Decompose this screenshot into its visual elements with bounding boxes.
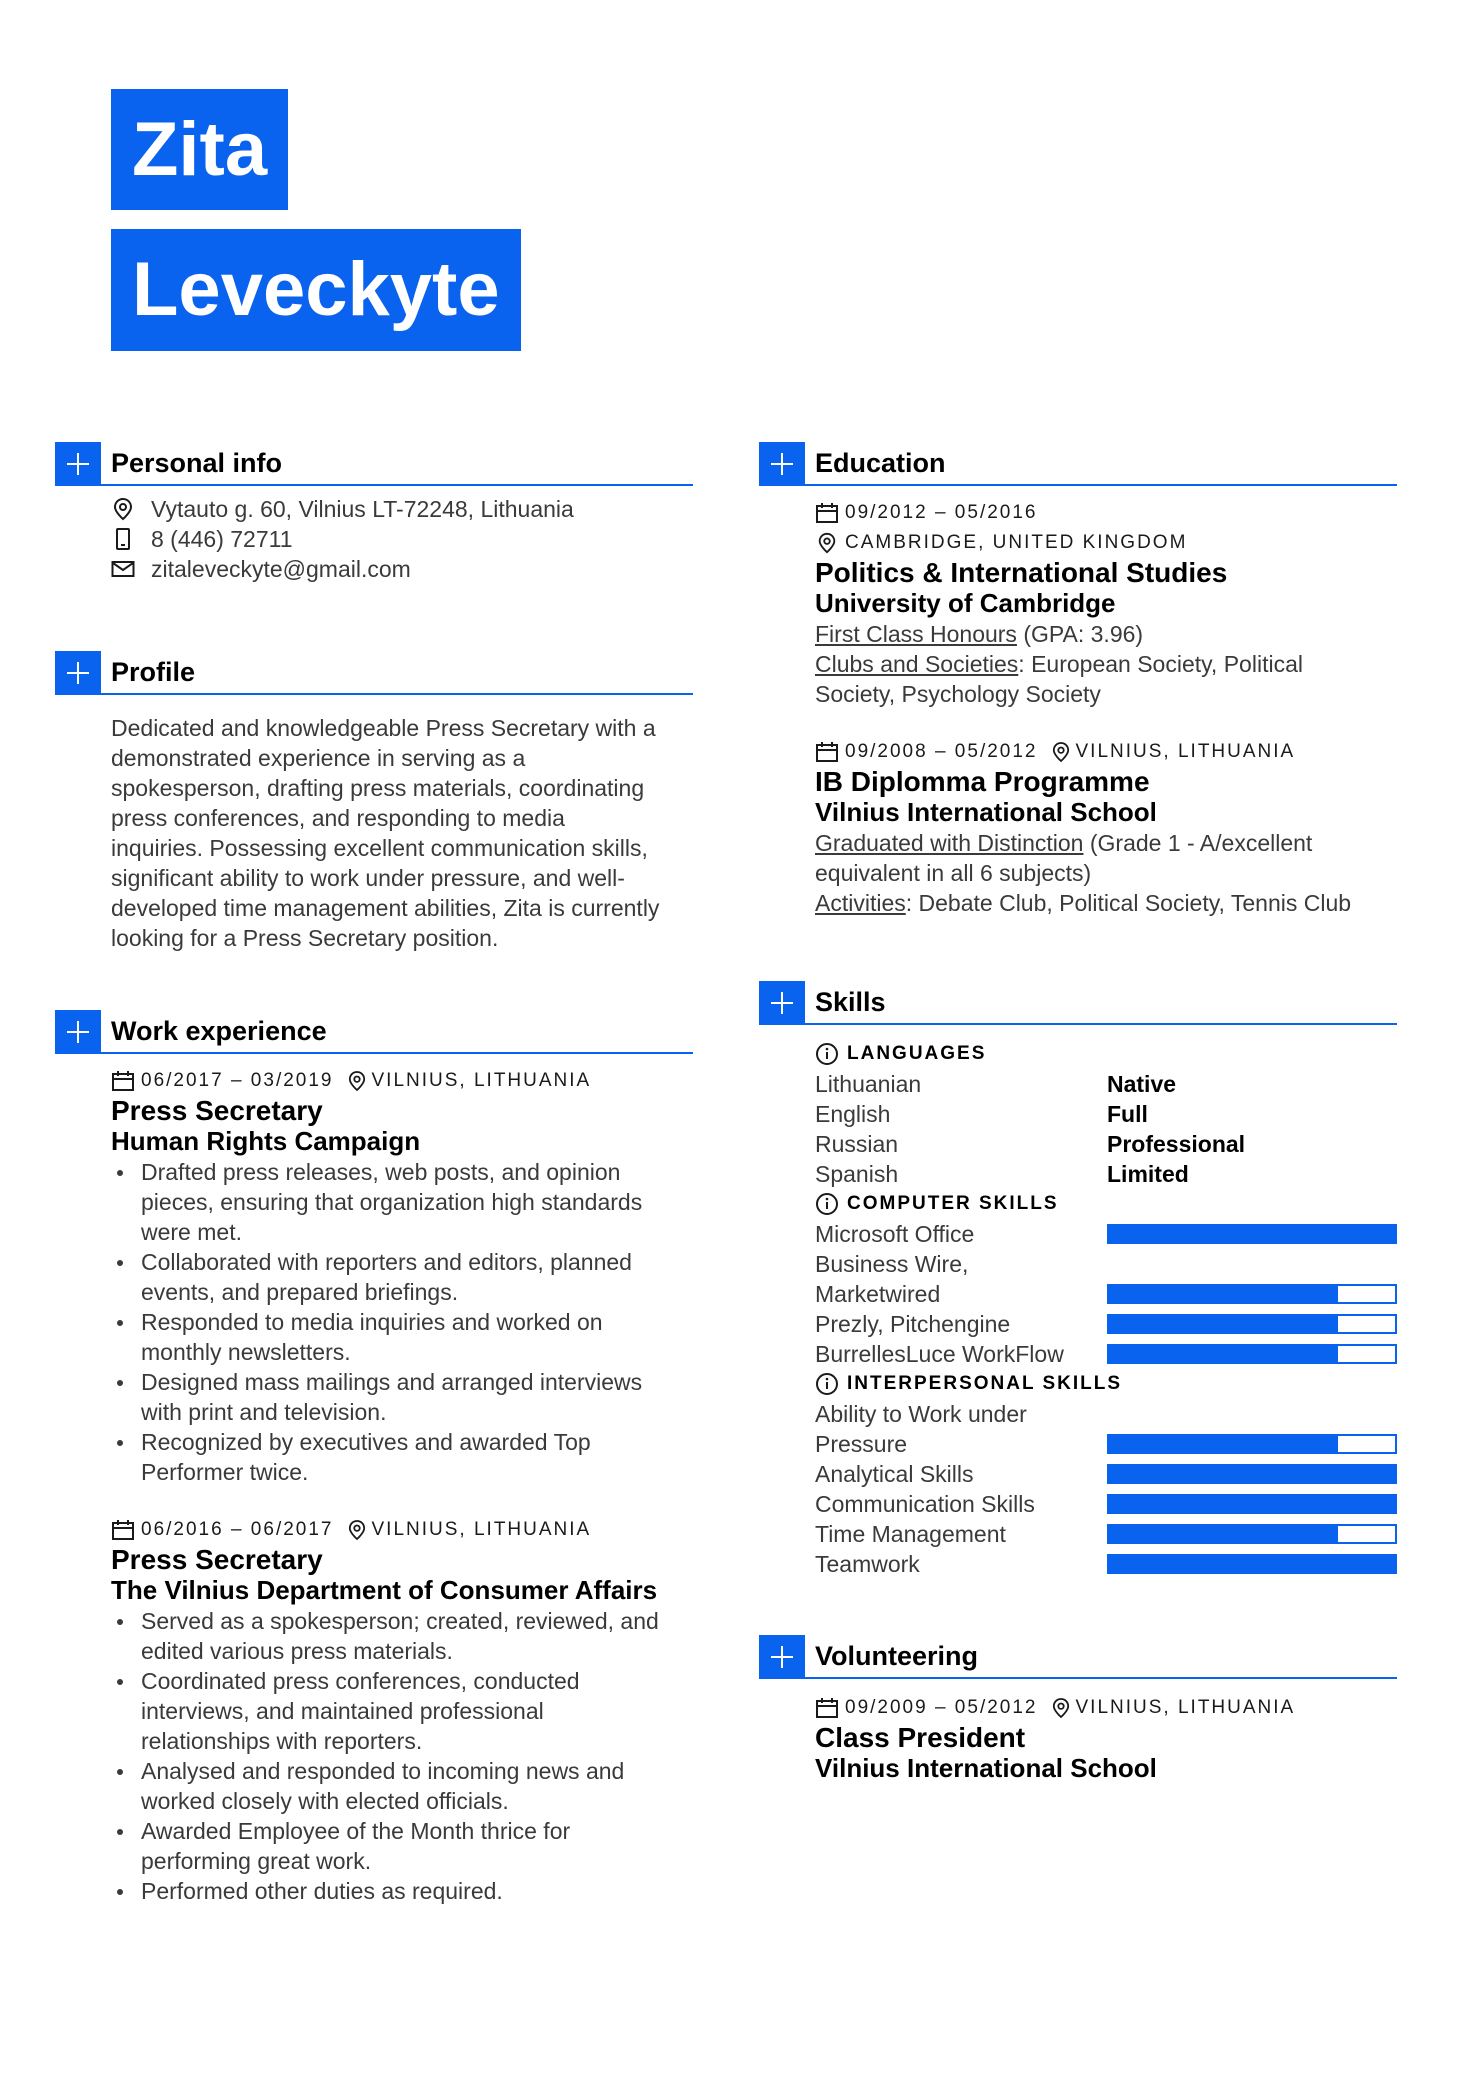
edu-dates-row xyxy=(815,498,1397,528)
last-name: Leveckyte xyxy=(132,247,500,332)
education-section xyxy=(759,442,1397,918)
skill-bar xyxy=(1107,1554,1397,1574)
edu-dates: 09/2008 – 05/2012 xyxy=(845,741,1038,762)
info-icon xyxy=(815,1192,839,1216)
edu-clubs-cont: Society, Psychology Society xyxy=(815,681,1101,707)
edu-degree: Politics & International Studies xyxy=(815,557,1228,588)
volunteer-dates: 09/2009 – 05/2012 xyxy=(845,1697,1038,1718)
section-title: Education xyxy=(815,448,946,478)
bullet-item: Designed mass mailings and arranged interviews with print and television. xyxy=(111,1367,693,1427)
edu-school: University of Cambridge xyxy=(815,588,1116,618)
job-entry xyxy=(111,1066,693,1487)
skill-row: BurrellesLuce WorkFlow xyxy=(815,1339,1397,1369)
bullet-item: Collaborated with reporters and editors, planned events, and prepared briefings. xyxy=(111,1247,693,1307)
profile-line: Dedicated and knowledgeable Press Secretary with a xyxy=(111,715,656,741)
skill-category xyxy=(815,1039,1397,1069)
bullet-item: Responded to media inquiries and worked on monthly newsletters. xyxy=(111,1307,693,1367)
section-header xyxy=(55,651,693,695)
last-name-banner xyxy=(111,229,521,351)
location-pin-icon xyxy=(348,1519,366,1541)
skill-bar xyxy=(1107,1344,1397,1364)
edu-clubs: Clubs and Societies: European Society, Political xyxy=(815,651,1303,677)
skill-row: Business Wire, Marketwired xyxy=(815,1249,1397,1309)
skill-row: Communication Skills xyxy=(815,1489,1397,1519)
bullet-item: Served as a spokesperson; created, reviewed, and edited various press materials. xyxy=(111,1606,693,1666)
profile-section xyxy=(55,651,693,953)
profile-line: significant ability to work under pressure, and well- xyxy=(111,865,625,891)
job-bullets xyxy=(111,1606,693,1906)
plus-icon xyxy=(759,442,805,486)
skill-category xyxy=(815,1189,1397,1219)
skill-row: Time Management xyxy=(815,1519,1397,1549)
language-row: Russian Professional xyxy=(815,1131,1246,1157)
bullet-item: Performed other duties as required. xyxy=(111,1876,693,1906)
section-header xyxy=(55,442,693,486)
calendar-icon xyxy=(111,1070,135,1092)
job-meta xyxy=(111,1066,693,1096)
location-pin-icon xyxy=(1052,1697,1070,1719)
location-pin-icon xyxy=(111,497,135,521)
job-location: VILNIUS, LITHUANIA xyxy=(371,1519,592,1540)
info-icon xyxy=(815,1372,839,1396)
education-entry xyxy=(815,737,1397,918)
profile-line: demonstrated experience in serving as a xyxy=(111,745,526,771)
profile-line: looking for a Press Secretary position. xyxy=(111,925,499,951)
section-header xyxy=(759,442,1397,486)
language-row: Spanish Limited xyxy=(815,1161,1189,1187)
first-name-banner xyxy=(111,89,288,210)
section-title: Volunteering xyxy=(815,1641,979,1671)
job-role: Press Secretary xyxy=(111,1095,323,1126)
skill-row: Analytical Skills xyxy=(815,1459,1397,1489)
address-text: Vytauto g. 60, Vilnius LT-72248, Lithuania xyxy=(151,495,574,522)
language-row: Lithuanian Native xyxy=(815,1071,1177,1097)
volunteer-location: VILNIUS, LITHUANIA xyxy=(1075,1697,1296,1718)
plus-icon xyxy=(759,981,805,1025)
section-header xyxy=(759,1635,1397,1679)
job-org: The Vilnius Department of Consumer Affairs xyxy=(111,1575,658,1605)
plus-icon xyxy=(55,651,101,695)
personal-info-section xyxy=(55,442,693,584)
skill-category-label: LANGUAGES xyxy=(847,1043,987,1064)
language-row: English Full xyxy=(815,1101,1148,1127)
first-name: Zita xyxy=(132,106,268,192)
section-header xyxy=(759,981,1397,1025)
profile-line: inquiries. Possessing excellent communication skills, xyxy=(111,835,648,861)
edu-location-row xyxy=(815,528,1397,558)
job-bullets xyxy=(111,1157,693,1487)
edu-meta xyxy=(815,737,1397,767)
location-pin-icon xyxy=(348,1070,366,1092)
skill-bar xyxy=(1107,1494,1397,1514)
email-text[interactable]: zitaleveckyte@gmail.com xyxy=(151,555,411,582)
plus-icon xyxy=(55,1010,101,1054)
bullet-item: Awarded Employee of the Month thrice for performing great work. xyxy=(111,1816,693,1876)
edu-location: CAMBRIDGE, UNITED KINGDOM xyxy=(845,532,1188,553)
skill-row: Microsoft Office xyxy=(815,1219,1397,1249)
skill-bar xyxy=(1107,1284,1397,1304)
bullet-item: Drafted press releases, web posts, and opinion pieces, ensuring that organization high standards were met. xyxy=(111,1157,693,1247)
job-meta xyxy=(111,1515,693,1545)
job-dates: 06/2016 – 06/2017 xyxy=(141,1519,334,1540)
skill-bar xyxy=(1107,1524,1397,1544)
skill-row: Ability to Work under Pressure xyxy=(815,1399,1397,1459)
skill-bar xyxy=(1107,1464,1397,1484)
section-title: Personal info xyxy=(111,448,283,478)
phone-icon xyxy=(111,527,135,551)
bullet-item: Coordinated press conferences, conducted interviews, and maintained professional relationships with reporters. xyxy=(111,1666,693,1756)
address-row xyxy=(111,494,693,524)
section-header xyxy=(55,1010,693,1054)
edu-honours: Graduated with Distinction (Grade 1 - A/excellent xyxy=(815,830,1313,856)
edu-dates: 09/2012 – 05/2016 xyxy=(845,502,1038,523)
envelope-icon xyxy=(111,560,135,578)
work-experience-section xyxy=(55,1010,693,1906)
edu-degree: IB Diplomma Programme xyxy=(815,766,1150,797)
calendar-icon xyxy=(815,741,839,763)
profile-line: spokesperson, drafting press materials, coordinating xyxy=(111,775,645,801)
job-dates: 06/2017 – 03/2019 xyxy=(141,1070,334,1091)
job-org: Human Rights Campaign xyxy=(111,1126,421,1156)
bullet-item: Recognized by executives and awarded Top Performer twice. xyxy=(111,1427,693,1487)
email-row xyxy=(111,554,693,584)
section-title: Profile xyxy=(111,657,196,687)
location-pin-icon xyxy=(1052,741,1070,763)
volunteer-org: Vilnius International School xyxy=(815,1753,1157,1783)
location-pin-icon xyxy=(815,532,839,554)
phone-row xyxy=(111,524,693,554)
profile-text xyxy=(55,695,693,953)
skills-section xyxy=(759,981,1397,1579)
info-icon xyxy=(815,1042,839,1066)
skill-category-label: INTERPERSONAL SKILLS xyxy=(847,1373,1123,1394)
job-location: VILNIUS, LITHUANIA xyxy=(371,1070,592,1091)
skill-category-label: COMPUTER SKILLS xyxy=(847,1193,1059,1214)
section-title: Skills xyxy=(815,987,886,1017)
section-title: Work experience xyxy=(111,1016,327,1046)
edu-school: Vilnius International School xyxy=(815,797,1157,827)
calendar-icon xyxy=(111,1519,135,1541)
bullet-item: Analysed and responded to incoming news and worked closely with elected officials. xyxy=(111,1756,693,1816)
plus-icon xyxy=(759,1635,805,1679)
skill-category xyxy=(815,1369,1397,1399)
profile-line: press conferences, and responding to media xyxy=(111,805,565,831)
skill-row: Prezly, Pitchengine xyxy=(815,1309,1397,1339)
edu-activities: Activities: Debate Club, Political Society, Tennis Club xyxy=(815,890,1352,916)
edu-location: VILNIUS, LITHUANIA xyxy=(1075,741,1296,762)
calendar-icon xyxy=(815,1697,839,1719)
volunteer-meta xyxy=(815,1693,1397,1723)
skill-bar xyxy=(1107,1314,1397,1334)
skill-row: Teamwork xyxy=(815,1549,1397,1579)
plus-icon xyxy=(55,442,101,486)
volunteering-section xyxy=(759,1635,1397,1784)
education-entry xyxy=(815,498,1397,709)
calendar-icon xyxy=(815,502,839,524)
skill-bar xyxy=(1107,1224,1397,1244)
edu-honours: First Class Honours (GPA: 3.96) xyxy=(815,621,1144,647)
volunteer-role: Class President xyxy=(815,1722,1026,1753)
edu-honours-cont: equivalent in all 6 subjects) xyxy=(815,860,1092,886)
job-entry xyxy=(111,1515,693,1906)
skill-bar xyxy=(1107,1434,1397,1454)
job-role: Press Secretary xyxy=(111,1544,323,1575)
profile-line: developed time management abilities, Zita is currently xyxy=(111,895,660,921)
phone-text: 8 (446) 72711 xyxy=(151,525,293,552)
